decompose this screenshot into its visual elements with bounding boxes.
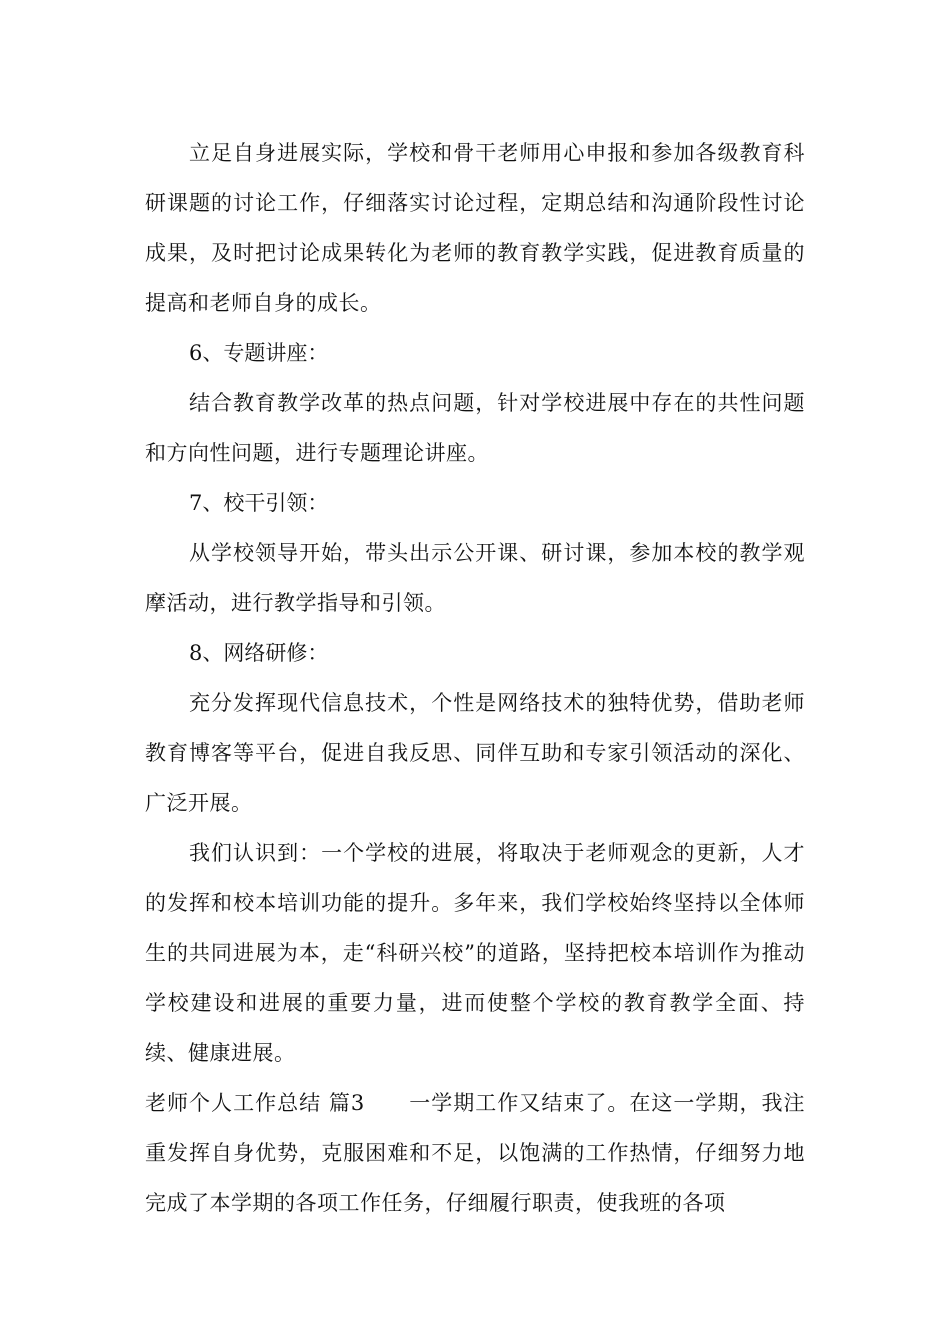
- heading-special-lectures: 6、专题讲座：: [189, 341, 329, 365]
- heading-online-training: 8、网络研修：: [189, 641, 329, 665]
- document-body: [145, 128, 805, 1228]
- heading-leadership-guidance: 7、校干引领：: [189, 491, 329, 515]
- paragraph-conclusion: 我们认识到：一个学校的进展，将取决于老师观念的更新，人才的发挥和校本培训功能的提升。多年来，我们学校始终坚持以全体师生的共同进展为本，走“科研兴校”的道路，坚持把校本培训作为推动学校建设和进展的重要力量，进而使整个学校的教育教学全面、持续、健康进展。: [145, 841, 805, 1065]
- section-3-body: 一学期工作又结束了。在这一学期，我注重发挥自身优势，克服困难和不足，以饱满的工作热情，仔细努力地完成了本学期的各项工作任务，仔细履行职责，使我班的各项: [145, 1091, 805, 1215]
- paragraph-online-training: 充分发挥现代信息技术，个性是网络技术的独特优势，借助老师教育博客等平台，促进自我反思、同伴互助和专家引领活动的深化、广泛开展。: [145, 691, 805, 815]
- paragraph-special-lectures: 结合教育教学改革的热点问题，针对学校进展中存在的共性问题和方向性问题，进行专题理论讲座。: [145, 391, 805, 465]
- section-3-title: 老师个人工作总结 篇3: [145, 1091, 365, 1115]
- section-3-paragraph: [145, 1078, 805, 1228]
- paragraph-research-projects: 立足自身进展实际，学校和骨干老师用心申报和参加各级教育科研课题的讨论工作，仔细落实讨论过程，定期总结和沟通阶段性讨论成果，及时把讨论成果转化为老师的教育教学实践，促进教育质量的提高和老师自身的成长。: [145, 141, 805, 315]
- paragraph-leadership-guidance: 从学校领导开始，带头出示公开课、研讨课，参加本校的教学观摩活动，进行教学指导和引领。: [145, 541, 805, 615]
